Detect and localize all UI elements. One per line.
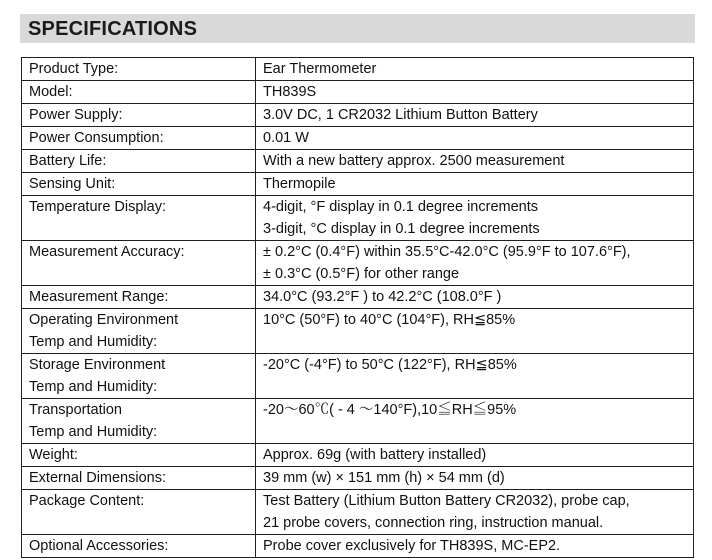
spec-value-cell <box>256 58 694 81</box>
spec-label-cell <box>22 81 256 104</box>
spec-value: Thermopile <box>263 176 336 192</box>
spec-label-cell <box>22 467 256 490</box>
spec-label: Power Consumption: <box>29 130 164 146</box>
spec-value-cell <box>256 150 694 173</box>
spec-value: 21 probe covers, connection ring, instruction manual. <box>263 515 604 531</box>
specifications-table <box>21 57 694 558</box>
spec-label-cell <box>22 150 256 173</box>
spec-label: Temp and Humidity: <box>29 334 158 350</box>
spec-label <box>29 263 248 285</box>
spec-value-cell <box>256 309 694 354</box>
spec-label: Temp and Humidity: <box>29 379 158 395</box>
spec-label: Power Supply: <box>29 107 123 123</box>
spec-value: 34.0°C (93.2°F ) to 42.2°C (108.0°F ) <box>263 289 502 305</box>
spec-value-cell <box>256 399 694 444</box>
spec-value: 4-digit, °F display in 0.1 degree increments <box>263 199 538 215</box>
spec-label-cell <box>22 127 256 150</box>
spec-label: Optional Accessories: <box>29 538 169 554</box>
table-row <box>22 286 694 309</box>
spec-label-cell <box>22 173 256 196</box>
spec-value-cell <box>256 241 694 286</box>
spec-value <box>263 421 686 443</box>
spec-label-cell <box>22 399 256 444</box>
table-row <box>22 354 694 399</box>
spec-value-cell <box>256 354 694 399</box>
spec-label-cell <box>22 58 256 81</box>
table-row <box>22 399 694 444</box>
spec-value: Ear Thermometer <box>263 61 377 77</box>
spec-label-cell <box>22 490 256 535</box>
spec-value <box>263 376 686 398</box>
spec-value-cell <box>256 490 694 535</box>
spec-value-cell <box>256 173 694 196</box>
spec-value: -20°C (-4°F) to 50°C (122°F), RH≦85% <box>263 357 517 373</box>
table-row <box>22 490 694 535</box>
spec-value: Approx. 69g (with battery installed) <box>263 447 487 463</box>
spec-label-cell <box>22 241 256 286</box>
spec-label: Temperature Display: <box>29 199 166 215</box>
spec-label: Operating Environment <box>29 312 179 328</box>
spec-value: With a new battery approx. 2500 measurement <box>263 153 565 169</box>
spec-label: Measurement Range: <box>29 289 169 305</box>
spec-value-cell <box>256 444 694 467</box>
table-row <box>22 467 694 490</box>
spec-label <box>29 512 248 534</box>
spec-label-cell <box>22 104 256 127</box>
spec-label-cell <box>22 354 256 399</box>
spec-label-cell <box>22 535 256 558</box>
table-row <box>22 535 694 558</box>
spec-value-cell <box>256 104 694 127</box>
spec-value-cell <box>256 535 694 558</box>
spec-value: 39 mm (w) × 151 mm (h) × 54 mm (d) <box>263 470 505 486</box>
table-row <box>22 58 694 81</box>
spec-label: External Dimensions: <box>29 470 166 486</box>
spec-value-cell <box>256 286 694 309</box>
table-row <box>22 241 694 286</box>
spec-value: 10°C (50°F) to 40°C (104°F), RH≦85% <box>263 312 516 328</box>
spec-label: Package Content: <box>29 493 145 509</box>
spec-value: 3-digit, °C display in 0.1 degree increments <box>263 221 540 237</box>
spec-label-cell <box>22 444 256 467</box>
table-row <box>22 173 694 196</box>
spec-value: ± 0.3°C (0.5°F) for other range <box>263 266 460 282</box>
spec-label-cell <box>22 309 256 354</box>
table-row <box>22 81 694 104</box>
spec-value <box>263 331 686 353</box>
spec-label: Measurement Accuracy: <box>29 244 185 260</box>
table-row <box>22 444 694 467</box>
spec-value: -20～60℃( - 4 ～140°F),10≦RH≦95% <box>263 402 517 418</box>
spec-label: Product Type: <box>29 61 119 77</box>
spec-value: TH839S <box>263 84 317 100</box>
spec-label: Storage Environment <box>29 357 166 373</box>
spec-value-cell <box>256 81 694 104</box>
spec-label <box>29 218 248 240</box>
table-row <box>22 150 694 173</box>
spec-value: 0.01 W <box>263 130 309 146</box>
table-row <box>22 309 694 354</box>
spec-value: Test Battery (Lithium Button Battery CR2032), probe cap, <box>263 493 630 509</box>
spec-value-cell <box>256 196 694 241</box>
spec-value: Probe cover exclusively for TH839S, MC-EP2. <box>263 538 561 554</box>
spec-label-cell <box>22 286 256 309</box>
table-row <box>22 127 694 150</box>
spec-label: Transportation <box>29 402 122 418</box>
spec-value: ± 0.2°C (0.4°F) within 35.5°C-42.0°C (95.9°F to 107.6°F), <box>263 244 631 260</box>
section-title: SPECIFICATIONS <box>20 14 695 43</box>
spec-label: Model: <box>29 84 73 100</box>
spec-label: Battery Life: <box>29 153 107 169</box>
spec-label: Weight: <box>29 447 78 463</box>
spec-label: Sensing Unit: <box>29 176 116 192</box>
spec-label: Temp and Humidity: <box>29 424 158 440</box>
spec-value: 3.0V DC, 1 CR2032 Lithium Button Battery <box>263 107 538 123</box>
spec-value-cell <box>256 127 694 150</box>
spec-value-cell <box>256 467 694 490</box>
spec-label-cell <box>22 196 256 241</box>
table-row <box>22 104 694 127</box>
table-row <box>22 196 694 241</box>
